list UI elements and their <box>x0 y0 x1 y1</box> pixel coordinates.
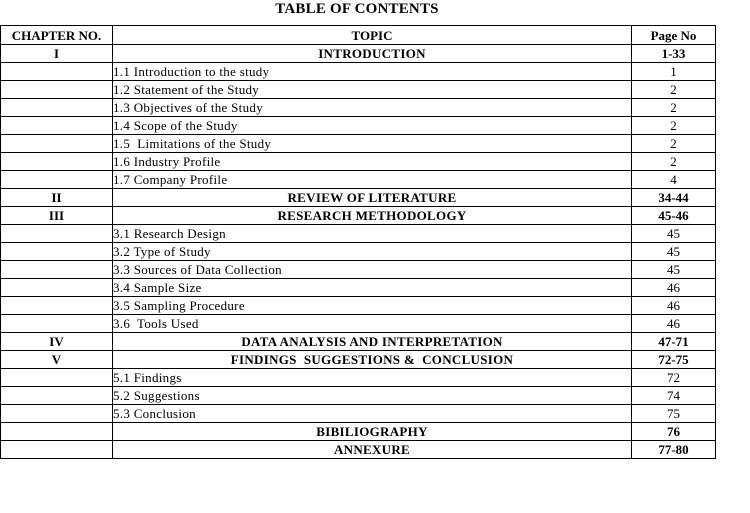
chapter-number <box>1 441 113 459</box>
toc-row-section <box>1 99 716 117</box>
chapter-number <box>1 81 113 99</box>
section-title: 1.1 Introduction to the study <box>113 63 632 81</box>
page-number: 2 <box>632 99 716 117</box>
section-title: 3.3 Sources of Data Collection <box>113 261 632 279</box>
page-number: 46 <box>632 315 716 333</box>
toc-row-section <box>1 387 716 405</box>
page-range: 77-80 <box>632 441 716 459</box>
page-number: 2 <box>632 117 716 135</box>
toc-row-section <box>1 261 716 279</box>
toc-row-section <box>1 63 716 81</box>
chapter-number <box>1 117 113 135</box>
chapter-title: FINDINGS SUGGESTIONS & CONCLUSION <box>113 351 632 369</box>
chapter-number <box>1 423 113 441</box>
toc-row-section <box>1 135 716 153</box>
toc-row-section <box>1 225 716 243</box>
section-title: 1.5 Limitations of the Study <box>113 135 632 153</box>
page-range: 45-46 <box>632 207 716 225</box>
chapter-title: DATA ANALYSIS AND INTERPRETATION <box>113 333 632 351</box>
chapter-number <box>1 99 113 117</box>
section-title: 3.5 Sampling Procedure <box>113 297 632 315</box>
page-range: 76 <box>632 423 716 441</box>
page-number: 2 <box>632 153 716 171</box>
section-title: 5.2 Suggestions <box>113 387 632 405</box>
chapter-number <box>1 297 113 315</box>
page-title: TABLE OF CONTENTS <box>275 1 439 17</box>
chapter-number <box>1 315 113 333</box>
chapter-title: BIBILIOGRAPHY <box>113 423 632 441</box>
section-title: 5.3 Conclusion <box>113 405 632 423</box>
toc-row-section <box>1 81 716 99</box>
chapter-number <box>1 387 113 405</box>
page-number: 2 <box>632 135 716 153</box>
toc-row-section <box>1 117 716 135</box>
chapter-number <box>1 243 113 261</box>
chapter-number <box>1 225 113 243</box>
section-title: 3.6 Tools Used <box>113 315 632 333</box>
toc-table <box>0 25 716 459</box>
section-title: 3.1 Research Design <box>113 225 632 243</box>
section-title: 1.7 Company Profile <box>113 171 632 189</box>
section-title: 1.3 Objectives of the Study <box>113 99 632 117</box>
chapter-number <box>1 153 113 171</box>
page-number: 1 <box>632 63 716 81</box>
chapter-title: RESEARCH METHODOLOGY <box>113 207 632 225</box>
chapter-number <box>1 135 113 153</box>
chapter-number <box>1 261 113 279</box>
toc-row-chapter <box>1 333 716 351</box>
chapter-number <box>1 279 113 297</box>
section-title: 1.6 Industry Profile <box>113 153 632 171</box>
page-number: 45 <box>632 261 716 279</box>
section-title: 1.4 Scope of the Study <box>113 117 632 135</box>
page-number: 75 <box>632 405 716 423</box>
chapter-number: V <box>1 351 113 369</box>
toc-row-chapter <box>1 423 716 441</box>
toc-row-section <box>1 153 716 171</box>
section-title: 5.1 Findings <box>113 369 632 387</box>
toc-row-chapter <box>1 45 716 63</box>
chapter-number: I <box>1 45 113 63</box>
chapter-number: IV <box>1 333 113 351</box>
page-number: 46 <box>632 297 716 315</box>
chapter-number: III <box>1 207 113 225</box>
toc-row-chapter <box>1 207 716 225</box>
chapter-title: REVIEW OF LITERATURE <box>113 189 632 207</box>
toc-header-row <box>1 26 716 45</box>
toc-row-section <box>1 405 716 423</box>
page-number: 45 <box>632 225 716 243</box>
toc-row-section <box>1 243 716 261</box>
section-title: 1.2 Statement of the Study <box>113 81 632 99</box>
page-number: 74 <box>632 387 716 405</box>
toc-row-section <box>1 315 716 333</box>
chapter-number <box>1 369 113 387</box>
chapter-number <box>1 171 113 189</box>
page-number: 45 <box>632 243 716 261</box>
toc-row-section <box>1 171 716 189</box>
page-range: 34-44 <box>632 189 716 207</box>
section-title: 3.4 Sample Size <box>113 279 632 297</box>
page-range: 1-33 <box>632 45 716 63</box>
toc-row-section <box>1 297 716 315</box>
chapter-title: INTRODUCTION <box>113 45 632 63</box>
page-number: 72 <box>632 369 716 387</box>
page-number: 46 <box>632 279 716 297</box>
toc-row-section <box>1 279 716 297</box>
toc-row-section <box>1 369 716 387</box>
chapter-number <box>1 405 113 423</box>
topic-column-header: TOPIC <box>113 26 632 45</box>
section-title: 3.2 Type of Study <box>113 243 632 261</box>
chapter-title: ANNEXURE <box>113 441 632 459</box>
chapter-column-header: CHAPTER NO. <box>1 26 113 45</box>
toc-row-chapter <box>1 351 716 369</box>
toc-row-chapter <box>1 189 716 207</box>
page-range: 47-71 <box>632 333 716 351</box>
page-range: 72-75 <box>632 351 716 369</box>
toc-row-chapter <box>1 441 716 459</box>
chapter-number <box>1 63 113 81</box>
page-number: 4 <box>632 171 716 189</box>
chapter-number: II <box>1 189 113 207</box>
page-number: 2 <box>632 81 716 99</box>
page-column-header: Page No <box>632 26 716 45</box>
